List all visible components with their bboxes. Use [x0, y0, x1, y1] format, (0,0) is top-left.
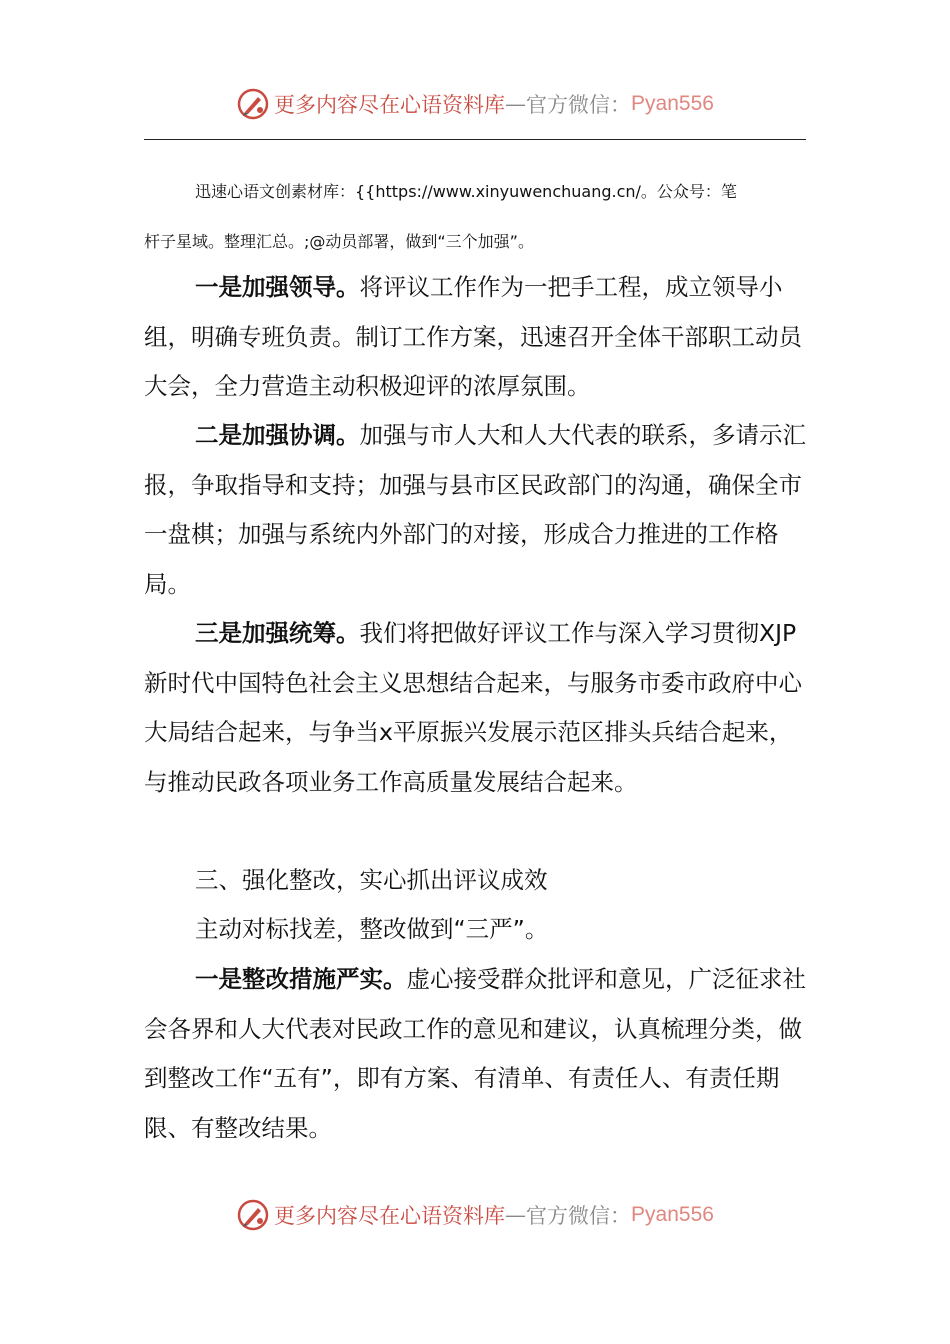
banner-account: Pyan556: [631, 1203, 714, 1226]
footer-banner: [0, 1193, 950, 1237]
paragraph-text: 将评议工作作为一把手工程，成立领导小组，明确专班负责。制订工作方案，迅速召开全体干部职工动员大会，全力营造主动积极迎评的浓厚氛围。: [144, 273, 802, 400]
section-heading-text: 三、强化整改，实心抓出评议成效: [195, 866, 548, 894]
paragraph-lead-4: [144, 955, 806, 1153]
section-heading: [144, 856, 806, 906]
pen-logo-icon: [236, 1198, 270, 1232]
paragraph-lead-3: [144, 609, 806, 807]
banner-site-text: 更多内容尽在心语资料库: [274, 1204, 506, 1228]
intro-line-1: 迅速心语文创素材库：{{https://www.xinyuwenchuang.cn/。公众号：笔: [195, 182, 737, 201]
paragraph-heading: 三是加强统筹。: [195, 619, 360, 647]
banner-separator: —: [505, 92, 527, 116]
pen-logo-icon: [236, 87, 270, 121]
banner-account: Pyan556: [631, 92, 714, 115]
section-intro-text: 主动对标找差，整改做到“三严”。: [195, 915, 549, 943]
banner-site-text: 更多内容尽在心语资料库: [274, 93, 506, 117]
paragraph-lead-1: [144, 263, 806, 412]
header-banner: [0, 82, 950, 126]
header-divider: [144, 139, 806, 140]
paragraph-heading: 二是加强协调。: [195, 421, 360, 449]
banner-wechat-label: 官方微信：: [526, 93, 632, 117]
banner-wechat-label: 官方微信：: [526, 1204, 632, 1228]
paragraph-heading: 一是加强领导。: [195, 273, 360, 301]
section-intro: [144, 905, 806, 955]
paragraph-lead-2: [144, 411, 806, 609]
paragraph-text: 虚心接受群众批评和意见，广泛征求社会各界和人大代表对民政工作的意见和建议，认真梳理分类，做到整改工作“五有”，即有方案、有清单、有责任人、有责任期限、有整改结果。: [144, 965, 806, 1142]
banner-separator: —: [505, 1203, 527, 1227]
intro-line-2: 杆子星域。整理汇总。;@动员部署，做到“三个加强”。: [144, 232, 534, 251]
paragraph-text: 我们将把做好评议工作与深入学习贯彻XJP新时代中国特色社会主义思想结合起来，与服务市委市政府中心大局结合起来，与争当x平原振兴发展示范区排头兵结合起来，与推动民政各项业务工作高质量发展结合起来。: [144, 619, 802, 796]
paragraph-text: 加强与市人大和人大代表的联系，多请示汇报，争取指导和支持；加强与县市区民政部门的沟通，确保全市一盘棋；加强与系统内外部门的对接，形成合力推进的工作格局。: [144, 421, 806, 598]
paragraph-heading: 一是整改措施严实。: [195, 965, 407, 993]
